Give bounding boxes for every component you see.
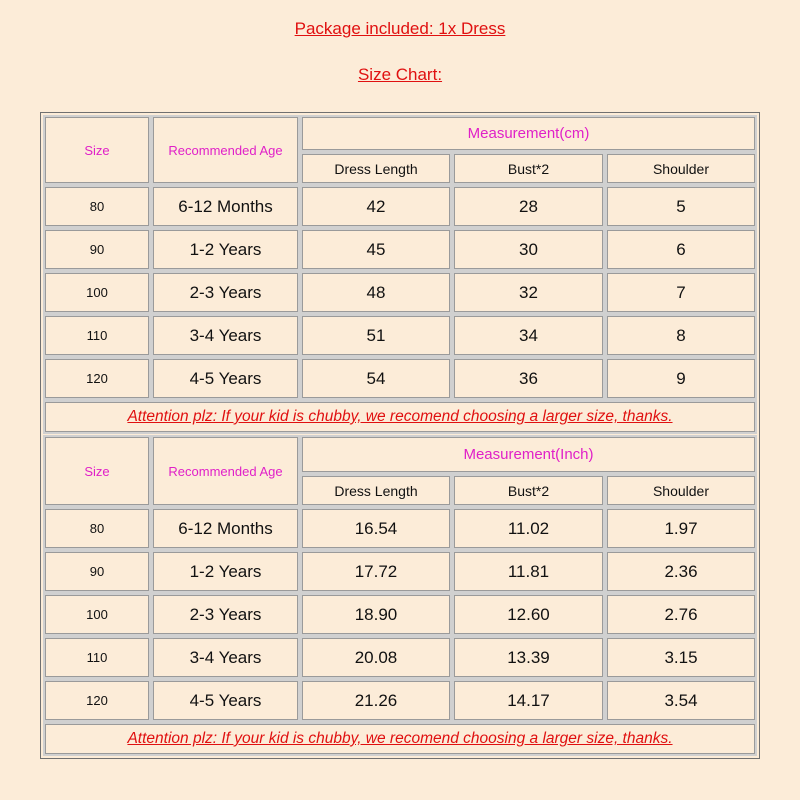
column-header-dress-length: Dress Length (300, 474, 452, 507)
shoulder-cell: 6 (605, 228, 757, 271)
age-cell: 2-3 Years (151, 271, 300, 314)
bust-cell: 28 (452, 185, 605, 228)
bust-cell: 12.60 (452, 593, 605, 636)
age-cell: 3-4 Years (151, 636, 300, 679)
recommended-age-header: Recommended Age (151, 435, 300, 507)
dress-length-cell: 54 (300, 357, 452, 400)
attention-note: Attention plz: If your kid is chubby, we recomend choosing a larger size, thanks. (43, 722, 757, 756)
shoulder-cell: 3.54 (605, 679, 757, 722)
bust-cell: 11.81 (452, 550, 605, 593)
size-header: Size (43, 435, 151, 507)
dress-length-cell: 51 (300, 314, 452, 357)
bust-cell: 32 (452, 271, 605, 314)
dress-length-cell: 18.90 (300, 593, 452, 636)
bust-cell: 14.17 (452, 679, 605, 722)
package-included-text: Package included: 1x Dress (294, 19, 506, 38)
age-cell: 4-5 Years (151, 357, 300, 400)
shoulder-cell: 2.76 (605, 593, 757, 636)
column-header-dress-length: Dress Length (300, 152, 452, 185)
recommended-age-header: Recommended Age (151, 115, 300, 185)
shoulder-cell: 5 (605, 185, 757, 228)
size-cell: 120 (43, 679, 151, 722)
bust-cell: 13.39 (452, 636, 605, 679)
shoulder-cell: 1.97 (605, 507, 757, 550)
size-cell: 100 (43, 593, 151, 636)
bust-cell: 11.02 (452, 507, 605, 550)
attention-note: Attention plz: If your kid is chubby, we recomend choosing a larger size, thanks. (43, 400, 757, 434)
size-cell: 120 (43, 357, 151, 400)
age-cell: 6-12 Months (151, 185, 300, 228)
shoulder-cell: 9 (605, 357, 757, 400)
age-cell: 1-2 Years (151, 228, 300, 271)
size-cell: 110 (43, 314, 151, 357)
size-cell: 100 (43, 271, 151, 314)
bust-cell: 34 (452, 314, 605, 357)
shoulder-cell: 7 (605, 271, 757, 314)
dress-length-cell: 21.26 (300, 679, 452, 722)
column-header-bust: Bust*2 (452, 152, 605, 185)
age-cell: 1-2 Years (151, 550, 300, 593)
size-cell: 110 (43, 636, 151, 679)
column-header-shoulder: Shoulder (605, 152, 757, 185)
dress-length-cell: 17.72 (300, 550, 452, 593)
shoulder-cell: 8 (605, 314, 757, 357)
column-header-shoulder: Shoulder (605, 474, 757, 507)
size-cell: 80 (43, 185, 151, 228)
size-table-inch (40, 435, 760, 759)
column-header-bust: Bust*2 (452, 474, 605, 507)
size-cell: 90 (43, 228, 151, 271)
age-cell: 3-4 Years (151, 314, 300, 357)
size-cell: 90 (43, 550, 151, 593)
dress-length-cell: 16.54 (300, 507, 452, 550)
size-chart-title: Size Chart: (357, 65, 443, 84)
age-cell: 4-5 Years (151, 679, 300, 722)
age-cell: 2-3 Years (151, 593, 300, 636)
dress-length-cell: 42 (300, 185, 452, 228)
measurement-header: Measurement(cm) (300, 115, 757, 152)
dress-length-cell: 45 (300, 228, 452, 271)
shoulder-cell: 2.36 (605, 550, 757, 593)
age-cell: 6-12 Months (151, 507, 300, 550)
measurement-header: Measurement(Inch) (300, 435, 757, 474)
size-cell: 80 (43, 507, 151, 550)
shoulder-cell: 3.15 (605, 636, 757, 679)
dress-length-cell: 20.08 (300, 636, 452, 679)
size-table-cm (40, 112, 760, 437)
size-header: Size (43, 115, 151, 185)
bust-cell: 36 (452, 357, 605, 400)
dress-length-cell: 48 (300, 271, 452, 314)
bust-cell: 30 (452, 228, 605, 271)
